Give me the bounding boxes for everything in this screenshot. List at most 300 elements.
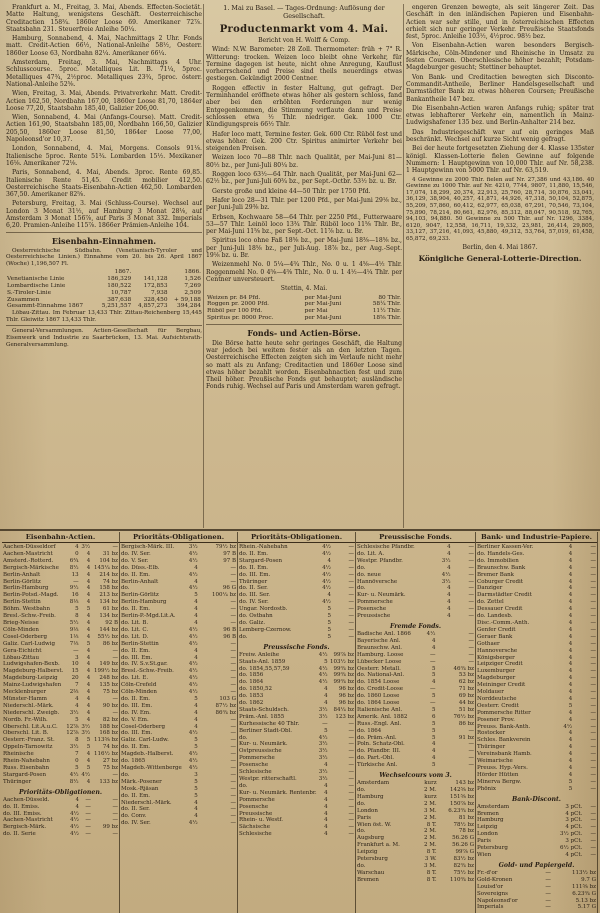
security-name: Ungar. Nordostb.: [239, 606, 288, 613]
quote-value: 4½: [188, 633, 198, 640]
quote-row: [238, 558, 355, 565]
quote-value: 3½: [81, 730, 91, 737]
quote-value: 96 bz: [338, 700, 354, 707]
security-name: Petersburg: [477, 845, 508, 852]
quote-row: [2, 544, 119, 551]
security-name: Mosk.-Rjäsan: [121, 785, 159, 792]
quote-row: [356, 856, 475, 863]
quote-row: [238, 666, 355, 673]
quote-value: 3½ pCt.: [560, 831, 583, 838]
quote-row: [356, 748, 475, 755]
quote-row: [120, 724, 237, 731]
quote-value: 8 T.: [426, 821, 437, 828]
security-name: Bresl.-Schw.-Freib.: [121, 668, 174, 675]
quote-value: 74 bz: [102, 578, 118, 585]
quote-value: —: [590, 592, 596, 599]
quote-value: —: [230, 716, 236, 723]
quote-row: [476, 572, 597, 579]
security-name: Berlin-Anhalt: [121, 578, 159, 585]
quote-row: [120, 758, 237, 765]
quote-value: 61 bz: [102, 606, 118, 613]
table-cell: + 59,188: [174, 296, 201, 303]
quote-value: 4: [568, 695, 573, 702]
quote-value: 5: [86, 606, 91, 613]
security-name: do. Zettel: [477, 599, 504, 606]
quote-value: 69 bz: [458, 693, 474, 700]
security-name: do. III. Em.: [121, 730, 153, 737]
subsection-title: Fremde Fonds.: [389, 622, 442, 630]
quote-value: 62 bz: [458, 679, 474, 686]
security-name: Wien: [477, 851, 492, 858]
quote-value: —: [230, 564, 236, 571]
quote-value: —: [590, 550, 596, 557]
quote-row: [120, 737, 237, 744]
table-cell: per Mai: [304, 308, 328, 315]
quote-value: 142⅜ bz: [450, 787, 474, 793]
quote-value: 149 bz: [99, 661, 118, 668]
quote-row: [2, 620, 119, 627]
quote-value: 4: [86, 751, 91, 758]
quote-row: [356, 565, 475, 572]
quote-value: 6.23¾ G: [572, 890, 596, 897]
security-name: Coburger Credit: [477, 578, 523, 585]
quote-value: —: [468, 644, 474, 651]
security-name: Fr.-d'or: [477, 869, 498, 876]
quote-row: [2, 648, 119, 655]
security-name: do. IV. S.v.St.gar.: [121, 661, 168, 668]
quote-row: [356, 842, 475, 849]
market-paragraph: Spiritus loco ohne Faß 18⅝ bz., per Mai-Juni 18⅜—18⅝ bz., per Juni-Juli 18⅝ bz., per Juli-Aug. 18⅞ bz., per Aug.-Sept. 19⅛ bz. u. Br.: [206, 237, 402, 260]
quote-value: —: [348, 727, 354, 734]
security-name: Dessauer Credit: [477, 606, 523, 613]
quote-row: [2, 641, 119, 648]
table-head-cell: 1866.: [184, 269, 201, 276]
subsection-title: Bank-Discont.: [512, 795, 561, 803]
security-name: Posensche: [239, 803, 269, 810]
quote-value: 3 pCt.: [565, 817, 583, 824]
quote-value: 4: [447, 613, 451, 620]
column-header: Prioritäts-Obligationen.: [120, 532, 237, 543]
quote-row: [476, 551, 597, 558]
quote-value: 3½: [318, 748, 328, 755]
quote-row: [120, 648, 237, 655]
table-head-cell: [6, 269, 96, 276]
quote-row: [476, 724, 597, 731]
quote-value: 4: [431, 644, 436, 651]
security-name: Imperials: [477, 904, 504, 911]
security-name: Braunschw. Anl.: [357, 644, 403, 651]
quote-value: 135 bz: [99, 682, 118, 689]
security-name: Magdeburger: [477, 675, 516, 682]
quote-value: —: [545, 890, 551, 897]
security-name: do.: [357, 828, 366, 835]
quote-row: [2, 703, 119, 710]
quote-value: 53 bz: [458, 672, 474, 679]
quote-value: 4 pCt.: [565, 824, 583, 831]
quote-value: —: [468, 599, 474, 606]
quote-value: 4: [194, 564, 198, 571]
quote-value: 82¾ bz: [453, 862, 474, 869]
quote-value: 110¾ bz: [450, 876, 474, 883]
market-paragraph: Gerste große und kleine 44—50 Thlr. per 1750 Pfd.: [212, 187, 371, 195]
quote-value: 3½: [318, 769, 328, 776]
security-name: Preussische: [239, 810, 273, 817]
quote-value: —: [230, 661, 236, 668]
quote-row: [238, 672, 355, 679]
quote-value: 4: [568, 544, 573, 550]
quote-row: [476, 730, 597, 737]
security-name: Warschau: [357, 869, 385, 876]
security-name: do. Immobilien: [477, 557, 519, 564]
security-name: do. Düss.-Elb.: [121, 564, 160, 571]
quote-value: 4: [447, 585, 451, 592]
quote-value: —: [230, 730, 236, 737]
quote-value: —: [590, 633, 596, 640]
quote-value: 5: [194, 792, 198, 799]
quote-value: —: [85, 796, 91, 803]
security-name: do. Präm.-Anl.: [357, 734, 397, 741]
stettin-table: [206, 295, 402, 322]
security-name: do. II. Emiss.: [3, 803, 40, 810]
security-name: Berlin-Stettin: [3, 599, 41, 606]
footnote: Löbau-Zittau. Im Februar 13,433 Thlr. Zittau-Reichenberg 15,445 Thlr. Gleiwitz 1867 13,433 Thlr.: [6, 310, 202, 323]
security-name: Minerva Bergw.: [477, 778, 522, 785]
quote-value: —: [468, 630, 474, 637]
quote-row: [476, 641, 597, 648]
quote-value: 31 bz: [102, 550, 118, 557]
security-name: Aachen-Düsseld.: [3, 796, 50, 803]
quote-value: 4½: [70, 831, 79, 838]
quote-value: —: [348, 599, 354, 606]
quote-row: [476, 689, 597, 696]
footnote: General-Versammlungen. Actien-Gesellschaft für Bergbau, Eisenwerk und Industrie zu Saarbrücken, 13. Mai. Aufsichtsrath-Generalversammlung.: [6, 328, 202, 348]
quote-value: —: [230, 799, 236, 806]
quote-value: —: [590, 544, 596, 550]
quote-value: 4: [324, 686, 328, 693]
quote-value: 44 bz: [458, 700, 474, 707]
quote-value: 4: [568, 716, 573, 723]
security-name: Thüringer: [239, 578, 268, 585]
quote-value: —: [590, 771, 596, 778]
security-name: do. II. Em.: [239, 564, 269, 571]
quote-value: 4: [86, 550, 91, 557]
quote-value: 5: [86, 744, 91, 751]
table-cell: 10,787: [110, 289, 132, 296]
security-name: Schlesische: [239, 831, 272, 838]
table-cell: per Mai-Juni: [304, 301, 342, 308]
quote-value: 5: [431, 720, 436, 727]
security-name: Bergisch-Märkische: [3, 564, 59, 571]
quote-row: [238, 551, 355, 558]
quote-value: —: [230, 771, 236, 778]
quote-value: 103 G: [219, 695, 236, 702]
quote-value: 134 bz: [99, 613, 118, 620]
security-name: Kur- u. Neumärk.: [357, 592, 406, 599]
security-name: Gothaer: [477, 640, 500, 647]
security-name: do.: [357, 787, 366, 793]
quote-value: 2⅔: [69, 689, 79, 696]
security-name: Aachen-Mastricht: [3, 817, 53, 824]
quote-row: [2, 606, 119, 613]
quote-value: —: [590, 619, 596, 626]
quote-row: [476, 696, 597, 703]
quote-value: —: [468, 651, 474, 658]
quote-value: —: [348, 550, 354, 557]
security-name: Berlin-Görlitz: [121, 592, 159, 599]
quote-value: 4: [568, 689, 573, 696]
quote-row: [120, 772, 237, 779]
quote-value: 3: [75, 654, 79, 661]
rule: [6, 325, 202, 326]
quote-row: [356, 579, 475, 586]
table-cell: 328,450: [143, 296, 168, 303]
quote-value: —: [590, 682, 596, 689]
quote-value: 3½: [318, 706, 328, 713]
quote-value: 5: [194, 778, 198, 785]
quote-value: 75 bz: [102, 765, 118, 771]
quote-value: —: [348, 564, 354, 571]
quote-value: 4: [86, 585, 91, 592]
quote-value: 3½: [441, 557, 451, 564]
quote-value: 5: [327, 619, 332, 626]
quote-row: [476, 758, 597, 765]
quote-row: [476, 845, 597, 852]
quote-value: 6.23¾ bz: [448, 807, 474, 814]
quote-value: —: [322, 720, 328, 727]
quote-row: [356, 787, 475, 794]
table-cell: Gesammt-Einnahme 1867: [7, 303, 84, 310]
quote-value: 4½: [188, 668, 198, 675]
quote-value: 86¾ bz: [215, 709, 236, 716]
quote-value: —: [590, 803, 596, 810]
quote-value: 2 M.: [423, 800, 437, 807]
quote-row: [2, 730, 119, 737]
quote-value: 3½: [69, 744, 79, 751]
quote-value: —: [590, 810, 596, 817]
quote-value: —: [73, 647, 79, 654]
quote-row: [2, 675, 119, 682]
security-name: Hörder Hütten: [477, 771, 519, 778]
quote-value: 4½: [188, 730, 198, 737]
security-name: do. II. Em.: [121, 571, 151, 578]
security-name: do. IV. Em.: [121, 709, 151, 716]
dispatch-paragraph: Frankfurt a. M., Freitag, 3. Mai, Abends. Effecten-Societät. Matte Haltung, wenigstens Geschäft. Oesterreichische Creditactien 158¾. 1860er Loose 69. Amerikaner 72⅞. Staatsbahn 231. Steuerfreie Anleihe 50¼.: [6, 4, 202, 33]
quote-row: [356, 801, 475, 808]
quote-value: 12⅞: [66, 723, 79, 730]
quote-value: —: [590, 824, 596, 831]
quote-value: 5: [327, 626, 332, 633]
security-name: Niederschl.-Märk.: [121, 799, 172, 806]
quote-column: [238, 532, 356, 913]
quote-value: —: [112, 544, 118, 550]
security-name: Geraer Bank: [477, 633, 513, 640]
quote-value: 3½: [69, 709, 79, 716]
quote-row: [120, 786, 237, 793]
quote-value: 4: [86, 619, 91, 626]
security-name: Bergisch-Märk.: [3, 824, 47, 831]
security-name: Sächsische: [239, 824, 270, 831]
security-name: Amsterdam: [477, 803, 510, 810]
dispatch-paragraph: Petersburg, Freitag, 3. Mai (Schluss-Course). Wechsel auf London 3 Monat 31½, auf Hamburg 3 Monat 28⅛, auf Amsterdam 3 Monat 156⅞, auf Paris 3 Monat 332. Imperials 6,20. Pramien-Anleihe 115⅞. 1866er Prämien-Anleihe 104.: [6, 200, 202, 230]
quote-row: [356, 652, 475, 659]
quote-value: 1⅓: [69, 633, 79, 640]
quote-value: —: [468, 578, 474, 585]
quote-value: 3½: [318, 755, 328, 762]
quote-value: 78½ bz: [453, 821, 474, 828]
market-paragraph: Wind: N.W. Barometer: 28 Zoll. Thermometer: früh + 7° R. Witterung: trocken. Weizen loco bleibt ohne Verkehr, für Termine dagegen ist heute, nicht ohne Anregung, Kauflust vorherrschend und Preise sind theils neuerdings etwas gestiegen. Gekündigt 2000 Centner.: [206, 46, 402, 83]
security-name: Cöln-Crefeld: [121, 682, 157, 689]
security-name: Leipzig: [357, 849, 378, 856]
quote-value: 8 T.: [426, 869, 437, 876]
quote-value: 46¾ bz: [453, 665, 474, 672]
quote-value: —: [348, 796, 354, 803]
table-cell: 394,284: [177, 303, 201, 310]
table-cell: Roggen pr. 2000 Pfd.: [207, 301, 270, 308]
report-paragraph: Von Bank- und Creditactien bewegten sich Disconto-Commandit-Antheile, Berliner Handelsgesellschaft und Darmstädter Bank zu etwas höheren Coursen; Preußische Bankantheile 147 bez.: [406, 73, 594, 103]
quote-row: [120, 620, 237, 627]
column-dispatches: [6, 4, 202, 528]
security-name: Posensche: [357, 606, 387, 613]
quote-row: [476, 620, 597, 627]
quote-row: [476, 870, 597, 877]
quote-value: 4: [568, 771, 573, 778]
quote-row: [356, 666, 475, 673]
column-rule: [203, 4, 204, 528]
quote-value: —: [590, 606, 596, 613]
table-row: [6, 276, 202, 283]
quote-value: —: [348, 831, 354, 838]
quote-row: [238, 592, 355, 599]
security-name: Oesterr. Credit: [477, 702, 519, 709]
security-name: Preuss. Hyp.-Vers.: [477, 765, 528, 771]
quote-value: —: [112, 803, 118, 810]
quote-row: [238, 620, 355, 627]
security-name: Amerik. Anl. 1882: [357, 713, 408, 720]
table-head-cell: 1867.: [114, 269, 132, 276]
quote-value: —: [468, 592, 474, 599]
quote-value: 96 B: [223, 626, 236, 633]
quote-row: [238, 741, 355, 748]
quote-value: —: [468, 544, 474, 550]
quote-row: [120, 592, 237, 599]
quote-value: 4½: [70, 810, 79, 817]
quote-row: [476, 884, 597, 891]
quote-value: 4: [86, 702, 91, 709]
column-header: Preussische Fonds.: [356, 532, 475, 543]
quote-row: [2, 696, 119, 703]
security-name: Niederschl.-Märk.: [3, 702, 54, 709]
quote-row: [238, 686, 355, 693]
quote-value: 3½: [318, 713, 328, 720]
quote-value: 4½: [69, 771, 79, 778]
quote-value: 4½: [188, 820, 198, 827]
quote-value: —: [230, 758, 236, 765]
quote-value: 4: [447, 592, 451, 599]
security-name: Aachen-Mastricht: [3, 550, 53, 557]
table-cell: 2,509: [184, 289, 201, 296]
table-cell: 11½ Thlr.: [372, 308, 401, 315]
quote-value: —: [590, 751, 596, 758]
quote-value: 7: [75, 682, 79, 689]
security-name: do.: [121, 771, 130, 778]
report-paragraph: Von Eisenbahn-Actien waren besonders Bergisch-Märkische, Cöln-Mindener und Rheinische in Umsatz zu festen Coursen. Oberschlesische höher bezahlt; Potsdam-Magdeburger gesucht; Stettiner behauptet.: [406, 42, 594, 72]
quote-row: [238, 776, 355, 783]
quote-value: 4: [86, 675, 91, 682]
quote-row: [120, 751, 237, 758]
quote-row: [120, 703, 237, 710]
quote-value: 4: [568, 709, 573, 716]
quote-row: [356, 863, 475, 870]
quote-value: 4: [194, 654, 198, 661]
security-name: London: [357, 807, 378, 814]
quote-value: 4: [86, 571, 91, 578]
quote-row: [2, 661, 119, 668]
quote-value: —: [590, 695, 596, 702]
quote-value: 4: [568, 668, 573, 675]
quote-value: 3½: [188, 544, 198, 550]
section-subtitle: Bericht von H. Wolff & Comp.: [258, 37, 350, 44]
security-name: Bremen: [477, 810, 499, 817]
quote-row: [120, 544, 237, 551]
quote-value: 4: [447, 599, 451, 606]
quote-value: —: [590, 851, 596, 858]
quote-row: [2, 710, 119, 717]
security-name: Amsterd.-Rotterd.: [3, 557, 54, 564]
upper-section: [6, 4, 594, 528]
security-name: Bremer Bank: [477, 571, 514, 578]
quote-row: [120, 599, 237, 606]
quote-value: 4: [324, 831, 328, 838]
quote-value: 5: [568, 702, 573, 709]
quote-table: [356, 631, 475, 769]
quote-value: 4½: [188, 751, 198, 758]
quote-value: 5: [75, 765, 79, 771]
security-name: Pommersche: [239, 755, 275, 762]
quote-value: —: [230, 744, 236, 751]
quote-value: —: [545, 876, 551, 883]
security-name: Hamburg: [477, 817, 504, 824]
security-name: Bergisch-Märk. III.: [121, 544, 175, 550]
security-name: do. II. Em.: [239, 550, 269, 557]
security-name: Russ. Eisenbahn: [3, 765, 50, 771]
quote-value: 4: [431, 637, 436, 644]
quote-value: 4½: [322, 585, 332, 592]
quote-row: [2, 558, 119, 565]
quote-value: 100¼ bz: [212, 592, 236, 599]
dispatch-paragraph: Amsterdam, Freitag, 3. Mai, Nachmittags 4 Uhr. Schlusscourse. 5proc. Metalliques Lit. B. 71¼, 5proc. Metalliques 47¾, 2½proc. Metalliques 23¾, 5proc. österr. National-Anleihe 52⅝.: [6, 59, 202, 88]
quote-row: [356, 592, 475, 599]
quote-row: [238, 783, 355, 790]
security-name: Schles. Bankverein: [477, 737, 531, 744]
quote-value: 4: [324, 817, 328, 824]
quote-row: [356, 780, 475, 787]
quote-value: 4½: [318, 665, 328, 672]
security-name: do.: [357, 800, 366, 807]
table-head-cell: [132, 269, 168, 276]
table-cell: 7,938: [150, 289, 168, 296]
quote-row: [120, 820, 237, 827]
quote-row: [238, 659, 355, 666]
quote-value: 4: [431, 679, 436, 686]
quote-value: 3½: [318, 776, 328, 782]
quote-value: —: [590, 737, 596, 744]
table-cell: 18⅝ Thlr.: [372, 314, 401, 321]
quote-value: 4: [86, 654, 91, 661]
quote-row: [356, 551, 475, 558]
quote-value: —: [348, 619, 354, 626]
quote-row: [476, 877, 597, 884]
table-cell: Lombardische Linie: [7, 282, 66, 289]
